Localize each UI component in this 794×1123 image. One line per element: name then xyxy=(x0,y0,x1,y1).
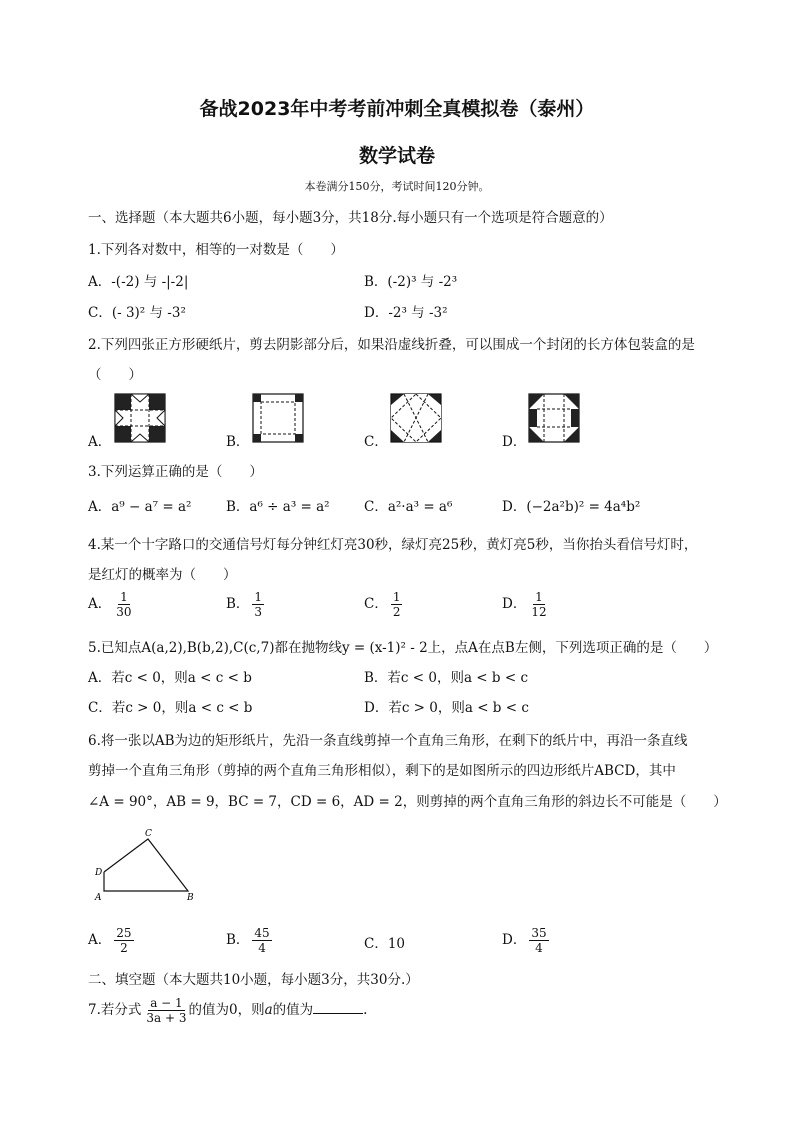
numerator: 1 xyxy=(535,590,543,604)
q1-stem: 1.下列各对数中，相等的一对数是（ ） xyxy=(88,242,344,258)
denominator: 4 xyxy=(258,941,266,955)
numerator: 1 xyxy=(120,590,128,604)
q6-option-a-fraction xyxy=(114,926,133,955)
q7-variable: a xyxy=(264,1002,273,1018)
q5-option-a: A．若c < 0，则a < c < b xyxy=(88,670,252,686)
q4-option-d xyxy=(502,590,549,619)
vertex-b-label: B xyxy=(187,893,194,903)
q6-stem-line2: 剪掉一个直角三角形（剪掉的两个直角三角形相似），剩下的是如图所示的四边形纸片ABCD，其中 xyxy=(88,763,676,779)
q2-option-c-label: C． xyxy=(364,434,388,450)
q5-option-d: D．若c > 0，则a < b < c xyxy=(364,700,529,716)
q3-option-a: A．a⁹ − a⁷ = a² xyxy=(88,499,192,515)
q1-option-a: A．-(-2) 与 -|-2| xyxy=(88,274,189,290)
quadrilateral-abcd xyxy=(104,839,188,891)
q6-option-d-label: D． xyxy=(502,932,527,948)
q2-stem-bracket: （ ） xyxy=(88,367,142,383)
numerator: 1 xyxy=(392,590,401,604)
q3-option-d: D．(−2a²b)² = 4a⁴b² xyxy=(502,499,641,515)
q2-option-a-label: A． xyxy=(88,434,112,450)
q2-figure-c xyxy=(390,393,442,443)
q4-option-b xyxy=(226,590,264,619)
q6-option-b-fraction xyxy=(252,926,271,955)
q4-stem-line2: 是红灯的概率为（ ） xyxy=(88,567,237,583)
q4-option-a-fraction xyxy=(114,590,133,619)
q7-middle: 的值为0，则 xyxy=(188,1002,265,1018)
q6-option-b xyxy=(226,926,272,955)
q1-option-d: D．-2³ 与 -3² xyxy=(364,305,448,321)
q6-stem-line1: 6.将一张以AB为边的矩形纸片，先沿一条直线剪掉一个直角三角形，在剩下的纸片中，再沿一条直线 xyxy=(88,733,688,749)
section-heading-fill: 二、填空题（本大题共10小题，每小题3分，共30分.） xyxy=(88,972,419,988)
q6-quadrilateral-figure xyxy=(92,826,202,906)
q4-stem: 4.某一个十字路口的交通信号灯每分钟红灯亮30秒，绿灯亮25秒，黄灯亮5秒，当你抬头看信号灯时， xyxy=(88,537,698,553)
page-title: 备战2023年中考考前冲刺全真模拟卷（泰州） xyxy=(199,98,595,120)
numerator: 35 xyxy=(531,926,547,940)
vertex-c-label: C xyxy=(145,829,152,839)
q4-option-b-label: B． xyxy=(226,596,250,612)
q4-option-d-label: D． xyxy=(502,596,527,612)
q4-option-c-label: C． xyxy=(364,596,388,612)
q4-option-c xyxy=(364,590,402,619)
numerator: a − 1 xyxy=(150,996,183,1010)
denominator: 2 xyxy=(392,605,401,619)
q4-option-c-fraction xyxy=(391,590,403,619)
numerator: 1 xyxy=(254,590,263,604)
q3-option-b: B．a⁶ ÷ a³ = a² xyxy=(226,499,330,515)
q7-prefix: 7.若分式 xyxy=(88,1002,142,1018)
q1-option-c: C．(- 3)² 与 -3² xyxy=(88,305,186,321)
q4-option-b-fraction xyxy=(252,590,264,619)
denominator: 2 xyxy=(120,941,128,955)
q6-option-a-label: A． xyxy=(88,932,112,948)
q6-option-b-label: B． xyxy=(226,932,250,948)
q6-option-c xyxy=(364,932,405,952)
q2-figure-b xyxy=(252,393,304,443)
q6-option-d xyxy=(502,926,549,955)
q4-option-d-fraction xyxy=(529,590,548,619)
denominator: 4 xyxy=(535,941,543,955)
vertex-d-label: D xyxy=(95,868,103,878)
q4-option-a xyxy=(88,590,134,619)
q2-option-d-label: D． xyxy=(502,434,527,450)
section-heading-choice: 一、选择题（本大题共6小题，每小题3分，共18分.每小题只有一个选项是符合题意的） xyxy=(88,210,613,226)
exam-note: 本卷满分150分，考试时间120分钟。 xyxy=(304,180,490,193)
denominator: 3a + 3 xyxy=(146,1011,187,1025)
q2-option-b-label: B． xyxy=(226,434,250,450)
q7-end: . xyxy=(363,1002,368,1018)
q6-option-c-label: C． xyxy=(364,936,388,952)
q6-option-c-value: 10 xyxy=(387,936,406,952)
q2-figure-d xyxy=(528,393,580,443)
q2-figure-a xyxy=(114,393,166,443)
vertex-a-label: A xyxy=(95,893,102,903)
q1-option-b: B．(-2)³ 与 -2³ xyxy=(364,274,458,290)
q5-option-c: C．若c > 0，则a < c < b xyxy=(88,700,253,716)
q3-option-c: C．a²·a³ = a⁶ xyxy=(364,499,453,515)
q6-option-a xyxy=(88,926,134,955)
q7-stem xyxy=(88,996,367,1025)
q7-fraction xyxy=(144,996,188,1025)
numerator: 45 xyxy=(254,926,270,940)
q3-stem: 3.下列运算正确的是（ ） xyxy=(88,464,263,480)
q6-stem-line3: ∠A = 90°，AB = 9，BC = 7，CD = 6，AD = 2，则剪掉的两个直角三角形的斜边长不可能是（ ） xyxy=(88,794,727,810)
answer-blank[interactable] xyxy=(313,1001,363,1014)
q5-option-b: B．若c < 0，则a < b < c xyxy=(364,670,529,686)
q4-option-a-label: A． xyxy=(88,596,112,612)
denominator: 3 xyxy=(254,605,263,619)
denominator: 12 xyxy=(531,605,547,619)
numerator: 25 xyxy=(116,926,132,940)
denominator: 30 xyxy=(116,605,132,619)
q2-stem: 2.下列四张正方形硬纸片，剪去阴影部分后，如果沿虚线折叠，可以围成一个封闭的长方体包装盒的是 xyxy=(88,337,695,353)
q5-stem: 5.已知点A(a,2),B(b,2),C(c,7)都在抛物线y = (x-1)² - 2上，点A在点B左侧，下列选项正确的是（ ） xyxy=(88,640,718,656)
q6-option-d-fraction xyxy=(529,926,548,955)
q7-suffix: 的值为 xyxy=(272,1002,314,1018)
page-subtitle: 数学试卷 xyxy=(358,145,435,167)
